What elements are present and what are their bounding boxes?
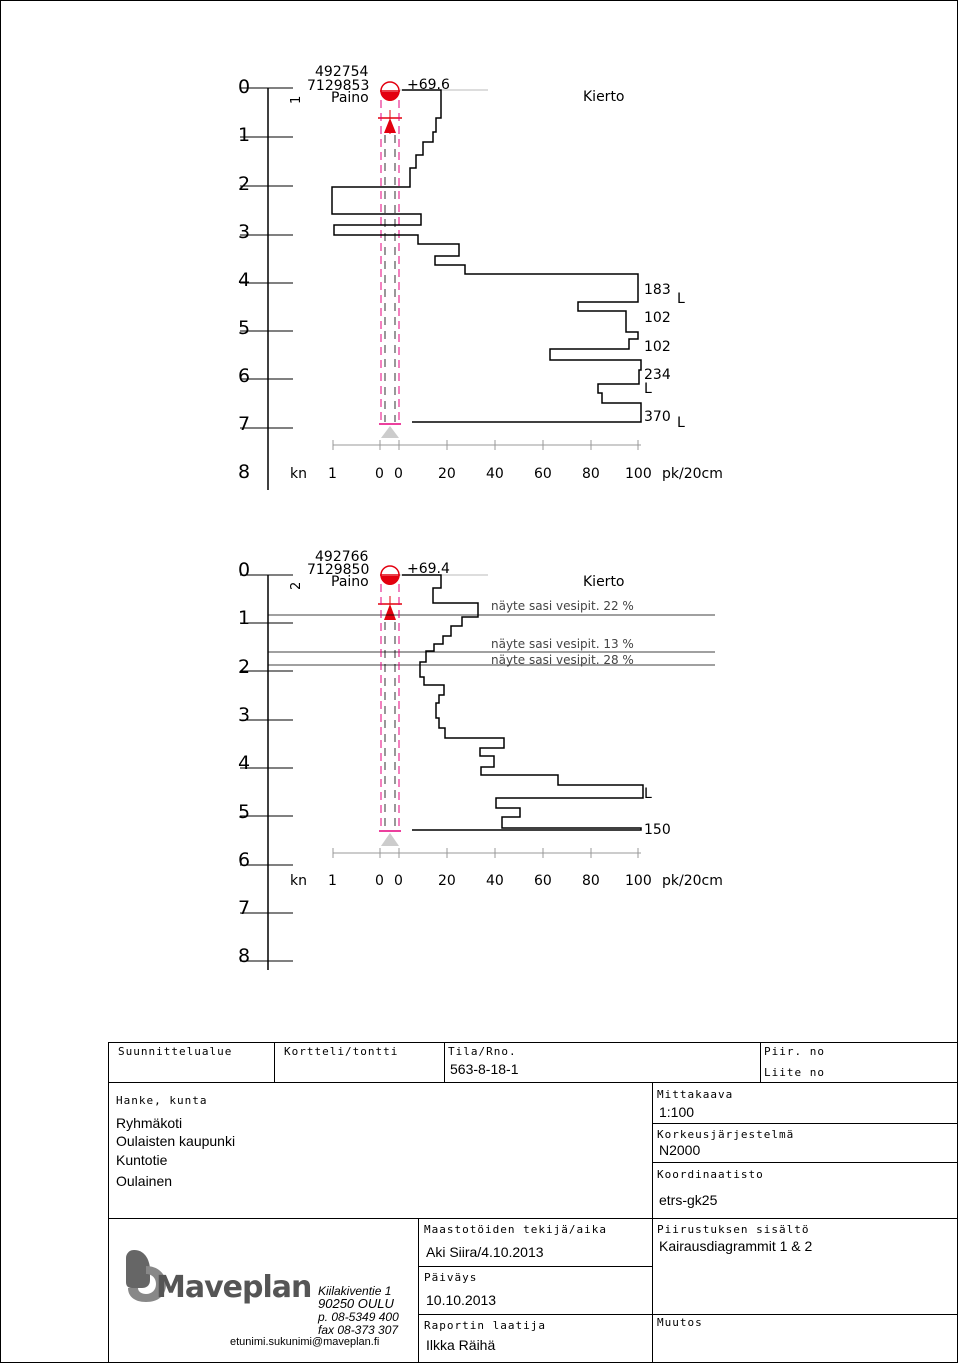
rotation-profile-2 <box>402 575 643 830</box>
sample-note: näyte sasi vesipit. 22 % <box>491 599 634 613</box>
company-address: 90250 OULU <box>318 1296 394 1311</box>
depth-label: 8 <box>238 945 251 967</box>
axis-label: 80 <box>582 873 600 889</box>
annotation: L <box>677 415 685 431</box>
depth-label: 0 <box>238 76 251 98</box>
paivays-value: 10.10.2013 <box>426 1292 497 1308</box>
hanke-line: Kuntotie <box>116 1152 168 1168</box>
axis-label: 1 <box>328 466 337 482</box>
depth-label: 4 <box>238 752 251 774</box>
axis-label: 1 <box>328 873 337 889</box>
bottom-scale-1 <box>333 440 641 450</box>
axis-label: 100 <box>625 466 652 482</box>
tila-value: 563-8-18-1 <box>450 1061 519 1077</box>
sounding-number: 2 <box>289 581 304 590</box>
depth-label: 1 <box>238 124 251 146</box>
axis-label: 20 <box>438 873 456 889</box>
depth-label: 5 <box>238 317 251 339</box>
axis-label: 60 <box>534 466 552 482</box>
annotation: 234 <box>644 367 671 383</box>
hanke-line: Ryhmäkoti <box>116 1115 183 1131</box>
depth-label: 8 <box>238 461 251 483</box>
koordinaatisto-label: Koordinaatisto <box>657 1168 764 1181</box>
tila-label: Tila/Rno. <box>448 1045 517 1058</box>
axis-label: 0 <box>375 466 384 482</box>
muutos-label: Muutos <box>657 1316 703 1329</box>
hanke-line: Oulaisten kaupunki <box>116 1133 236 1149</box>
probe-column-1 <box>379 100 401 438</box>
axis-label: 100 <box>625 873 652 889</box>
hanke-label: Hanke, kunta <box>116 1094 208 1107</box>
depth-label: 0 <box>238 559 251 581</box>
rotation-label: Kierto <box>583 574 625 590</box>
axis-label: 40 <box>486 873 504 889</box>
piir-no-label: Piir. no <box>764 1045 825 1058</box>
annotation: L <box>644 786 652 802</box>
axis-label: pk/20cm <box>662 873 723 889</box>
axis-label: 80 <box>582 466 600 482</box>
annotation: 150 <box>644 822 671 838</box>
sisalto-value: Kairausdiagrammit 1 & 2 <box>659 1238 813 1254</box>
sample-note: näyte sasi vesipit. 28 % <box>491 653 634 667</box>
depth-label: 6 <box>238 849 251 871</box>
paivays-label: Päiväys <box>424 1271 478 1284</box>
x-coordinate: 492766 <box>315 549 369 565</box>
maasto-label: Maastotöiden tekijä/aika <box>424 1223 607 1236</box>
sounding-start-symbol <box>378 566 402 620</box>
korkeus-label: Korkeusjärjestelmä <box>657 1128 795 1141</box>
sample-note: näyte sasi vesipit. 13 % <box>491 637 634 651</box>
koordinaatisto-value: etrs-gk25 <box>659 1192 718 1208</box>
axis-label: kn <box>290 466 307 482</box>
elevation: +69.6 <box>407 77 450 93</box>
axis-label: pk/20cm <box>662 466 723 482</box>
rotation-label: Kierto <box>583 89 625 105</box>
kortteli-label: Kortteli/tontti <box>284 1045 399 1058</box>
company-phone: p. 08-5349 400 <box>318 1310 399 1324</box>
hanke-line: Oulainen <box>116 1173 173 1189</box>
raportin-value: Ilkka Räihä <box>426 1337 496 1353</box>
weight-label: Paino <box>331 574 369 590</box>
depth-label: 7 <box>238 897 251 919</box>
y-coordinate: 7129853 <box>307 78 370 94</box>
depth-label: 6 <box>238 365 251 387</box>
mittakaava-label: Mittakaava <box>657 1088 734 1101</box>
bottom-scale-2 <box>333 848 641 858</box>
korkeus-value: N2000 <box>659 1142 701 1158</box>
sisalto-label: Piirustuksen sisältö <box>657 1223 810 1236</box>
sounding-diagram-1 <box>0 0 960 500</box>
maasto-value: Aki Siira/4.10.2013 <box>426 1244 544 1260</box>
annotation: 102 <box>644 339 671 355</box>
depth-label: 7 <box>238 413 251 435</box>
sounding-start-symbol <box>378 82 402 134</box>
annotation: L <box>677 291 685 307</box>
company-fax: fax 08-373 307 <box>318 1323 399 1337</box>
axis-label: kn <box>290 873 307 889</box>
axis-label: 20 <box>438 466 456 482</box>
rotation-profile-1 <box>332 90 641 422</box>
depth-label: 2 <box>238 173 251 195</box>
title-block <box>108 1042 958 1362</box>
sounding-number: 1 <box>289 95 304 104</box>
raportin-label: Raportin laatija <box>424 1319 546 1332</box>
depth-label: 5 <box>238 801 251 823</box>
annotation: 102 <box>644 310 671 326</box>
weight-label: Paino <box>331 90 369 106</box>
elevation: +69.4 <box>407 561 450 577</box>
company-email: etunimi.sukunimi@maveplan.fi <box>230 1336 380 1348</box>
axis-label: 60 <box>534 873 552 889</box>
depth-label: 3 <box>238 221 251 243</box>
annotation: L <box>644 381 652 397</box>
sounding-diagram-2 <box>0 540 960 980</box>
y-coordinate: 7129850 <box>307 562 370 578</box>
mittakaava-value: 1:100 <box>659 1104 695 1120</box>
x-coordinate: 492754 <box>315 64 369 80</box>
depth-label: 2 <box>238 656 251 678</box>
annotation: 370 <box>644 409 671 425</box>
axis-label: 0 <box>394 873 403 889</box>
company-name: Maveplan <box>156 1270 312 1305</box>
axis-label: 0 <box>394 466 403 482</box>
depth-label: 4 <box>238 269 251 291</box>
axis-label: 0 <box>375 873 384 889</box>
company-address: Kiilakiventie 1 <box>318 1284 392 1298</box>
probe-column-2 <box>379 584 401 846</box>
axis-label: 40 <box>486 466 504 482</box>
liite-no-label: Liite no <box>764 1066 825 1079</box>
depth-label: 1 <box>238 607 251 629</box>
annotation: 183 <box>644 282 671 298</box>
depth-label: 3 <box>238 704 251 726</box>
suunnittelualue-label: Suunnittelualue <box>118 1045 233 1058</box>
